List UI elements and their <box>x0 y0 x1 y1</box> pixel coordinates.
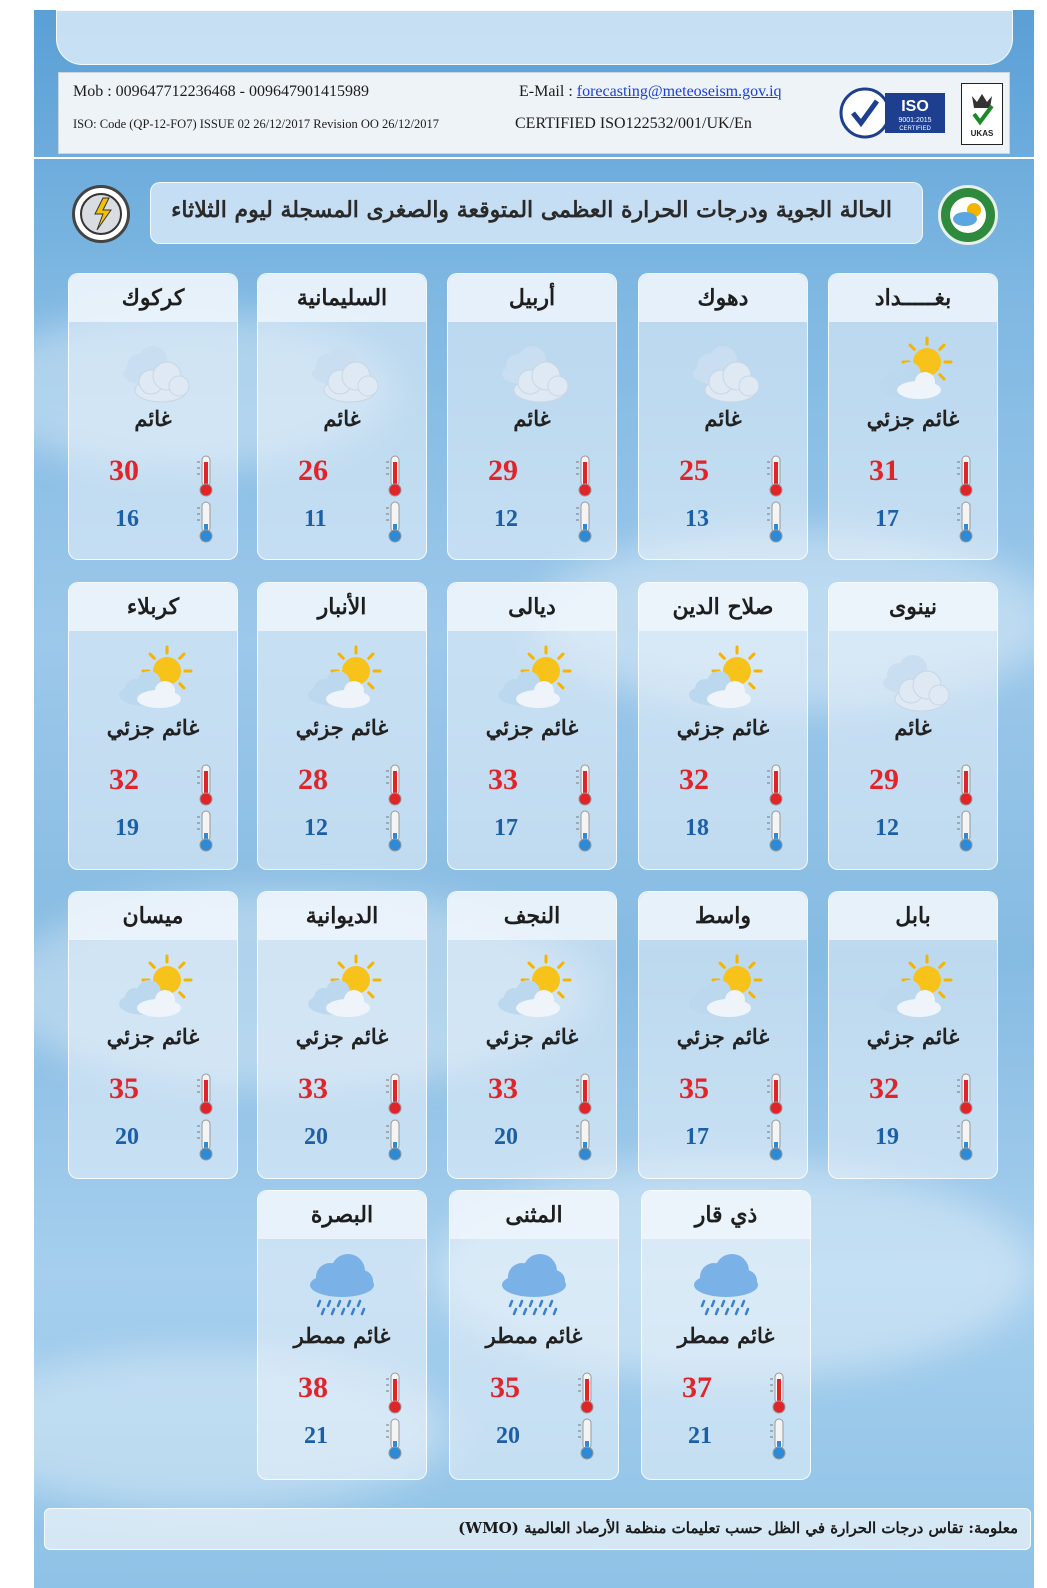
city-name: نينوى <box>829 583 997 631</box>
city-name: المثنى <box>450 1191 618 1239</box>
max-temp: 32 <box>109 763 139 796</box>
cloudy-icon <box>679 334 769 404</box>
iso-code-line: ISO: Code (QP-12-FO7) ISSUE 02 26/12/2017 Revision OO 26/12/2017 <box>73 117 439 131</box>
thermometer-cold-icon <box>195 1118 217 1162</box>
weather-condition: غائم جزئي <box>485 1024 579 1049</box>
ukas-text: UKAS <box>970 129 994 138</box>
thermometer-cold-icon <box>574 1118 596 1162</box>
thermometer-cold-icon <box>765 1118 787 1162</box>
max-temp: 33 <box>488 763 518 796</box>
city-card <box>828 891 998 1179</box>
min-temp: 17 <box>875 506 899 532</box>
thermometer-hot-icon <box>768 1371 790 1415</box>
city-name: الديوانية <box>258 892 426 940</box>
min-temp: 21 <box>304 1423 328 1449</box>
iso-badge-icon <box>839 85 949 141</box>
cloudy-icon <box>298 334 388 404</box>
min-temp: 18 <box>685 815 709 841</box>
thermometer-hot-icon <box>574 454 596 498</box>
city-card <box>257 582 427 870</box>
mobile-numbers: Mob : 009647712236468 - 009647901415989 <box>73 83 369 100</box>
max-temp: 35 <box>490 1371 520 1404</box>
min-temp: 17 <box>494 815 518 841</box>
weather-condition: غائم جزئي <box>106 715 200 740</box>
max-temp: 29 <box>869 763 899 796</box>
partly-cloudy-icon <box>488 952 578 1022</box>
max-temp: 32 <box>869 1072 899 1105</box>
weather-condition: غائم جزئي <box>676 1024 770 1049</box>
thermometer-cold-icon <box>765 500 787 544</box>
min-temp: 13 <box>685 506 709 532</box>
max-temp: 32 <box>679 763 709 796</box>
thermometer-cold-icon <box>768 1417 790 1461</box>
city-name: دهوك <box>639 274 807 322</box>
city-name: بغـــــداد <box>829 274 997 322</box>
weather-condition: غائم جزئي <box>866 1024 960 1049</box>
thermometer-hot-icon <box>955 454 977 498</box>
thermometer-cold-icon <box>765 809 787 853</box>
city-card <box>68 582 238 870</box>
certified-line: CERTIFIED ISO122532/001/UK/En <box>515 115 752 132</box>
min-temp: 20 <box>496 1423 520 1449</box>
partly-cloudy-icon <box>869 334 959 404</box>
thermometer-cold-icon <box>384 1118 406 1162</box>
city-name: كربلاء <box>69 583 237 631</box>
meteo-logo-right <box>938 185 998 245</box>
max-temp: 26 <box>298 454 328 487</box>
city-card <box>828 273 998 560</box>
city-card <box>641 1190 811 1480</box>
weather-condition: غائم ممطر <box>485 1323 583 1348</box>
city-card <box>257 273 427 560</box>
forecast-page <box>34 10 1034 1588</box>
thermometer-hot-icon <box>195 454 217 498</box>
city-card <box>68 273 238 560</box>
weather-condition: غائم <box>513 406 551 431</box>
min-temp: 12 <box>875 815 899 841</box>
thermometer-cold-icon <box>955 500 977 544</box>
thermometer-hot-icon <box>576 1371 598 1415</box>
max-temp: 25 <box>679 454 709 487</box>
weather-condition: غائم ممطر <box>677 1323 775 1348</box>
thermometer-hot-icon <box>955 763 977 807</box>
weather-condition: غائم <box>894 715 932 740</box>
city-card <box>447 891 617 1179</box>
email-label: E-Mail : <box>519 83 577 100</box>
max-temp: 31 <box>869 454 899 487</box>
weather-authority-emblem-icon <box>941 188 995 242</box>
city-name: ذي قار <box>642 1191 810 1239</box>
meteo-logo-left <box>72 185 130 243</box>
city-card <box>638 891 808 1179</box>
city-name: النجف <box>448 892 616 940</box>
cloudy-icon <box>488 334 578 404</box>
thermometer-hot-icon <box>195 1072 217 1116</box>
min-temp: 12 <box>494 506 518 532</box>
footer-note <box>44 1508 1031 1550</box>
max-temp: 33 <box>298 1072 328 1105</box>
partly-cloudy-icon <box>488 643 578 713</box>
partly-cloudy-icon <box>298 952 388 1022</box>
title-bar <box>150 182 923 244</box>
min-temp: 21 <box>688 1423 712 1449</box>
rain-cloud-icon <box>682 1251 772 1321</box>
min-temp: 20 <box>304 1124 328 1150</box>
max-temp: 28 <box>298 763 328 796</box>
partly-cloudy-icon <box>109 643 199 713</box>
thermometer-hot-icon <box>765 763 787 807</box>
min-temp: 11 <box>304 506 327 532</box>
lightning-emblem-icon <box>75 188 127 240</box>
max-temp: 29 <box>488 454 518 487</box>
city-card <box>257 1190 427 1480</box>
iso-badge-sub2: CERTIFIED <box>899 126 931 132</box>
min-temp: 12 <box>304 815 328 841</box>
city-name: السليمانية <box>258 274 426 322</box>
min-temp: 19 <box>875 1124 899 1150</box>
contact-header <box>58 72 1010 154</box>
thermometer-cold-icon <box>384 1417 406 1461</box>
thermometer-cold-icon <box>955 1118 977 1162</box>
thermometer-hot-icon <box>574 763 596 807</box>
city-card <box>257 891 427 1179</box>
email-link[interactable]: forecasting@meteoseism.gov.iq <box>576 83 782 100</box>
city-name: بابل <box>829 892 997 940</box>
min-temp: 20 <box>115 1124 139 1150</box>
ukas-logo <box>961 83 1003 145</box>
city-card <box>447 273 617 560</box>
thermometer-hot-icon <box>765 454 787 498</box>
max-temp: 33 <box>488 1072 518 1105</box>
max-temp: 30 <box>109 454 139 487</box>
thermometer-cold-icon <box>195 500 217 544</box>
city-name: ديالى <box>448 583 616 631</box>
partly-cloudy-icon <box>679 952 769 1022</box>
weather-condition: غائم <box>323 406 361 431</box>
thermometer-cold-icon <box>384 809 406 853</box>
max-temp: 38 <box>298 1371 328 1404</box>
divider <box>34 157 1034 159</box>
city-card <box>447 582 617 870</box>
max-temp: 37 <box>682 1371 712 1404</box>
thermometer-cold-icon <box>574 809 596 853</box>
rain-cloud-icon <box>490 1251 580 1321</box>
city-name: البصرة <box>258 1191 426 1239</box>
city-card <box>828 582 998 870</box>
partly-cloudy-icon <box>679 643 769 713</box>
thermometer-cold-icon <box>955 809 977 853</box>
footer-text: معلومة: تقاس درجات الحرارة في الظل حسب تعليمات منظمة الأرصاد العالمية (WMO) <box>458 1519 1018 1537</box>
city-card <box>638 582 808 870</box>
thermometer-hot-icon <box>955 1072 977 1116</box>
iso-badge-text: ISO <box>901 98 929 115</box>
city-name: واسط <box>639 892 807 940</box>
weather-condition: غائم جزئي <box>485 715 579 740</box>
cloudy-icon <box>869 643 959 713</box>
city-name: أربيل <box>448 274 616 322</box>
page-title: الحالة الجوية ودرجات الحرارة العظمى المتوقعة والصغرى المسجلة ليوم الثلاثاء <box>171 197 892 223</box>
weather-condition: غائم جزئي <box>295 1024 389 1049</box>
thermometer-cold-icon <box>574 500 596 544</box>
weather-condition: غائم جزئي <box>295 715 389 740</box>
city-name: كركوك <box>69 274 237 322</box>
min-temp: 19 <box>115 815 139 841</box>
city-card <box>638 273 808 560</box>
thermometer-hot-icon <box>574 1072 596 1116</box>
weather-condition: غائم ممطر <box>293 1323 391 1348</box>
weather-condition: غائم جزئي <box>866 406 960 431</box>
max-temp: 35 <box>679 1072 709 1105</box>
thermometer-cold-icon <box>195 809 217 853</box>
city-card <box>68 891 238 1179</box>
weather-condition: غائم <box>134 406 172 431</box>
email-line <box>519 83 782 101</box>
city-name: ميسان <box>69 892 237 940</box>
iso-badge-sub: 9001:2015 <box>898 117 932 124</box>
ukas-crown-icon <box>962 84 1002 144</box>
min-temp: 20 <box>494 1124 518 1150</box>
weather-condition: غائم <box>704 406 742 431</box>
city-name: صلاح الدين <box>639 583 807 631</box>
city-card <box>449 1190 619 1480</box>
weather-condition: غائم جزئي <box>106 1024 200 1049</box>
weather-condition: غائم جزئي <box>676 715 770 740</box>
thermometer-hot-icon <box>384 1371 406 1415</box>
partly-cloudy-icon <box>109 952 199 1022</box>
thermometer-hot-icon <box>195 763 217 807</box>
min-temp: 16 <box>115 506 139 532</box>
thermometer-cold-icon <box>384 500 406 544</box>
min-temp: 17 <box>685 1124 709 1150</box>
thermometer-hot-icon <box>384 763 406 807</box>
thermometer-hot-icon <box>384 1072 406 1116</box>
cloudy-icon <box>109 334 199 404</box>
thermometer-cold-icon <box>576 1417 598 1461</box>
partly-cloudy-icon <box>869 952 959 1022</box>
max-temp: 35 <box>109 1072 139 1105</box>
partly-cloudy-icon <box>298 643 388 713</box>
top-band <box>56 10 1013 65</box>
thermometer-hot-icon <box>384 454 406 498</box>
city-name: الأنبار <box>258 583 426 631</box>
thermometer-hot-icon <box>765 1072 787 1116</box>
rain-cloud-icon <box>298 1251 388 1321</box>
